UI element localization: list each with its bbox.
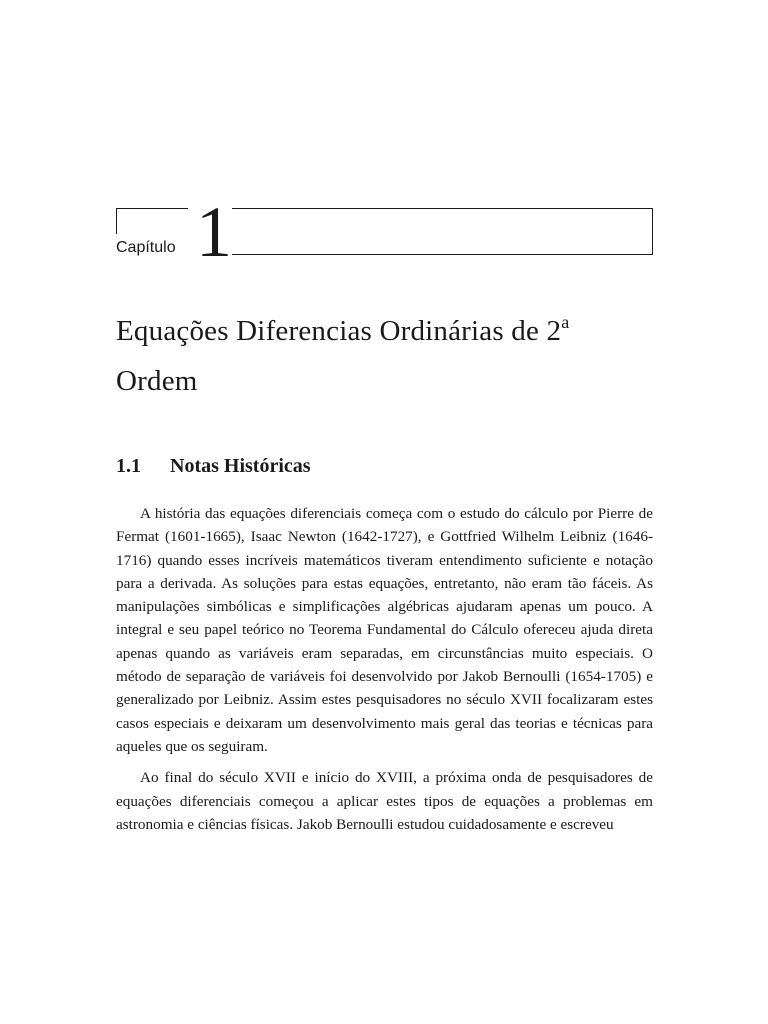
frame-top-left-rule: [116, 208, 188, 209]
frame-left-rule: [116, 208, 117, 234]
chapter-title-second-line: Ordem: [116, 365, 198, 397]
paragraph: A história das equações diferenciais começa com o estudo do cálculo por Pierre de Fermat (1601-1665), Isaac Newton (1642-1727), e Gottfried Wilhelm Leibniz (1646-1716) quando esses incríveis matemáticos tiveram entendimento suficiente e notação para a derivada. As soluções para estas equações, entretanto, não eram tão fáceis. As manipulações simbólicas e simplificações algébricas ajudaram apenas um pouco. A integral e seu papel teórico no Teorema Fundamental do Cálculo ofereceu ajuda direta apenas quando as variáveis eram separadas, em circunstâncias muito especiais. O método de separação de variáveis foi desenvolvido por Jakob Bernoulli (1654-1705) e generalizado por Leibniz. Assim estes pesquisadores no século XVII focalizaram estes casos especiais e deixaram um desenvolvimento mais geral das teorias e técnicas para aqueles que os seguiram.: [116, 505, 653, 755]
chapter-title: [116, 306, 656, 406]
chapter-label: Capítulo: [116, 239, 176, 256]
frame-bottom-rule: [232, 254, 653, 255]
frame-right-rule: [652, 208, 653, 255]
section-title: Notas Históricas: [170, 455, 311, 477]
frame-top-right-rule: [232, 208, 653, 209]
section-heading: [116, 454, 311, 478]
paragraph: Ao final do século XVII e início do XVIII, a próxima onda de pesquisadores de equações diferenciais começou a aplicar estes tipos de equações a problemas em astronomia e ciências físicas. Jakob Bernoulli estudou cuidadosamente e escreveu: [116, 769, 653, 833]
body-text: [116, 502, 653, 844]
chapter-title-main: Equações Diferencias Ordinárias de 2: [116, 315, 562, 347]
chapter-title-superscript: a: [561, 312, 570, 332]
chapter-number: 1: [196, 192, 232, 272]
section-number: 1.1: [116, 455, 141, 477]
